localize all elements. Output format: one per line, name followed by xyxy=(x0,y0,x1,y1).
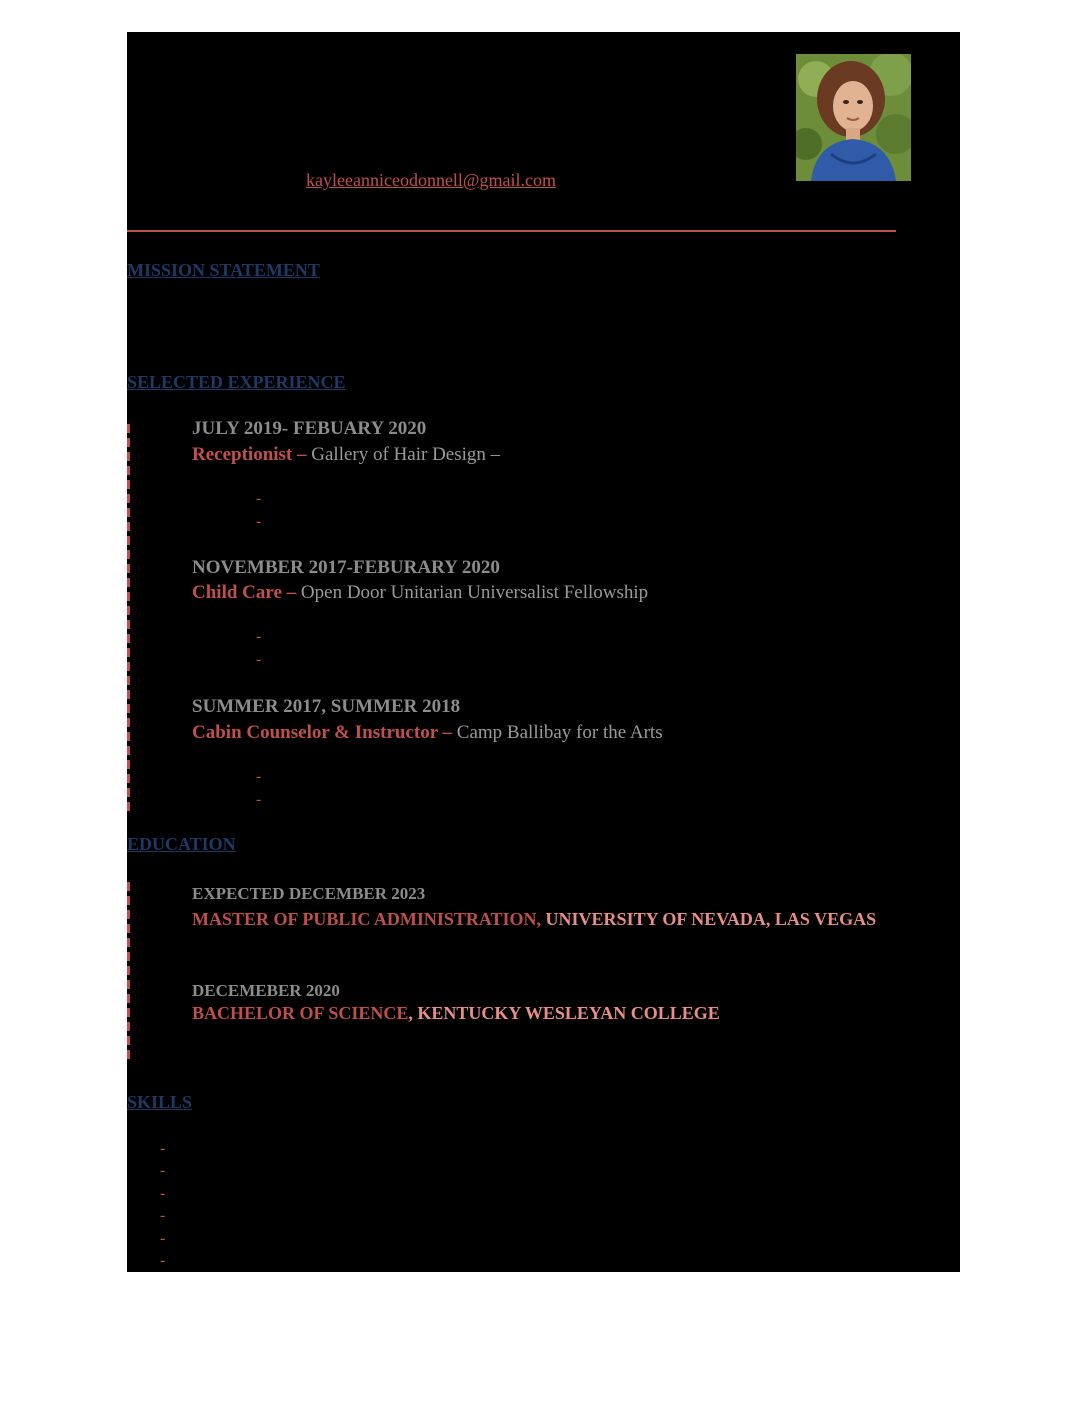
school-name: KENTUCKY WESLEYAN COLLEGE xyxy=(417,1003,720,1023)
organization: Gallery of Hair Design – xyxy=(311,444,501,465)
experience-title xyxy=(192,444,500,466)
bullet-marker: - xyxy=(256,628,262,645)
skill-bullet: - xyxy=(160,1162,166,1179)
organization: Camp Ballibay for the Arts xyxy=(456,722,663,743)
bullet-marker: - xyxy=(256,791,262,808)
role-separator: – xyxy=(281,582,301,603)
degree-comma: , xyxy=(408,1003,413,1023)
experience-date: JULY 2019- FEBUARY 2020 xyxy=(192,418,427,439)
role-name: Cabin Counselor & Instructor xyxy=(192,722,438,743)
experience-date: SUMMER 2017, SUMMER 2018 xyxy=(192,696,461,717)
role-separator: – xyxy=(292,444,312,465)
section-heading-experience: SELECTED EXPERIENCE xyxy=(127,372,346,392)
email-link[interactable]: kayleeanniceodonnell@gmail.com xyxy=(306,170,556,190)
experience-title xyxy=(192,582,648,604)
resume-page xyxy=(127,32,960,1272)
section-heading-education: EDUCATION xyxy=(127,834,236,854)
school-name: UNIVERSITY OF NEVADA, LAS VEGAS xyxy=(545,909,877,929)
section-heading-skills: SKILLS xyxy=(127,1092,193,1112)
experience-title xyxy=(192,722,663,744)
header-divider xyxy=(127,230,896,232)
bullet-marker: - xyxy=(256,651,262,668)
education-timeline-line xyxy=(127,882,130,1060)
role-separator: – xyxy=(437,722,457,743)
bullet-marker: - xyxy=(256,513,262,530)
skill-bullet: - xyxy=(160,1230,166,1247)
education-date: EXPECTED DECEMBER 2023 xyxy=(192,884,426,903)
role-name: Receptionist xyxy=(192,444,293,465)
section-heading-mission: MISSION STATEMENT xyxy=(127,260,320,280)
education-entry xyxy=(192,909,876,930)
role-name: Child Care xyxy=(192,582,282,603)
experience-date: NOVEMBER 2017-FEBURARY 2020 xyxy=(192,557,500,578)
degree-name: BACHELOR OF SCIENCE xyxy=(192,1003,409,1023)
education-entry xyxy=(192,1003,720,1024)
skill-bullet: - xyxy=(160,1207,166,1224)
profile-photo-art xyxy=(796,54,911,181)
bullet-marker: - xyxy=(256,490,262,507)
profile-photo xyxy=(796,54,911,181)
skill-bullet: - xyxy=(160,1252,166,1269)
organization: Open Door Unitarian Universalist Fellowship xyxy=(300,582,649,603)
skill-bullet: - xyxy=(160,1185,166,1202)
degree-name: MASTER OF PUBLIC ADMINISTRATION, xyxy=(192,909,542,929)
experience-timeline-line xyxy=(127,424,130,816)
bullet-marker: - xyxy=(256,768,262,785)
education-date: DECEMEBER 2020 xyxy=(192,981,340,1000)
skill-bullet: - xyxy=(160,1140,166,1157)
